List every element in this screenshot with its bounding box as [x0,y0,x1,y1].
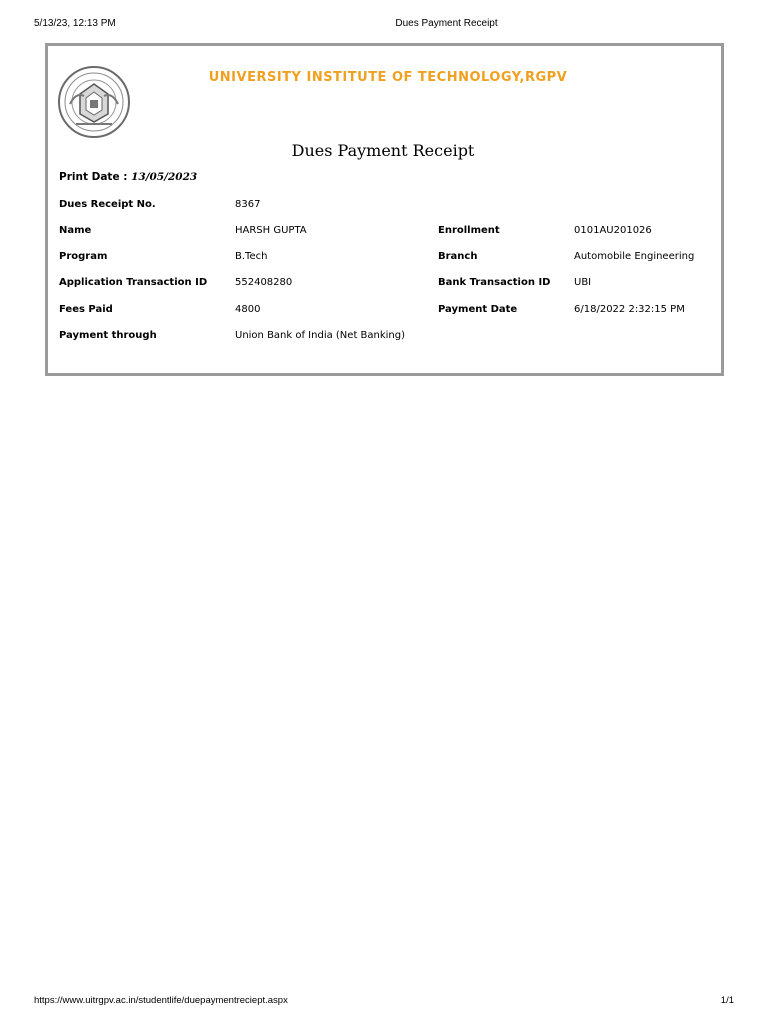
program-row [48,251,721,267]
payment-through-label: Payment through [59,330,157,341]
print-date-value: 13/05/2023 [131,171,198,183]
institute-name: UNIVERSITY INSTITUTE OF TECHNOLOGY,RGPV [208,70,568,85]
application-transaction-value: 552408280 [235,277,293,288]
receipt-no-row [48,199,721,215]
receipt-card [45,43,724,376]
receipt-title: Dues Payment Receipt [291,141,475,160]
program-label: Program [59,251,108,262]
fees-row [48,304,721,320]
branch-value: Automobile Engineering [574,251,695,262]
fees-paid-label: Fees Paid [59,304,113,315]
fees-paid-value: 4800 [235,304,261,315]
print-datetime: 5/13/23, 12:13 PM [34,18,116,29]
name-label: Name [59,225,92,236]
page-url: https://www.uitrgpv.ac.in/studentlife/duepaymentreciept.aspx [34,995,288,1006]
name-row [48,225,721,241]
payment-through-row [48,330,721,346]
program-value: B.Tech [235,251,268,262]
application-transaction-label: Application Transaction ID [59,277,208,288]
transaction-row [48,277,721,293]
name-value: HARSH GUPTA [235,225,307,236]
print-header [0,16,768,32]
receipt-no-value: 8367 [235,199,261,210]
page-number: 1/1 [720,995,734,1006]
payment-through-value: Union Bank of India (Net Banking) [235,330,406,341]
bank-transaction-label: Bank Transaction ID [438,277,551,288]
university-seal-logo [56,64,132,140]
enrollment-value: 0101AU201026 [574,225,652,236]
print-date [59,171,197,183]
print-page-title: Dues Payment Receipt [395,18,498,29]
enrollment-label: Enrollment [438,225,500,236]
print-footer [0,994,768,1010]
receipt-no-label: Dues Receipt No. [59,199,156,210]
payment-date-label: Payment Date [438,304,518,315]
payment-date-value: 6/18/2022 2:32:15 PM [574,304,685,315]
print-date-label: Print Date : [59,171,128,183]
branch-label: Branch [438,251,478,262]
bank-transaction-value: UBI [574,277,592,288]
